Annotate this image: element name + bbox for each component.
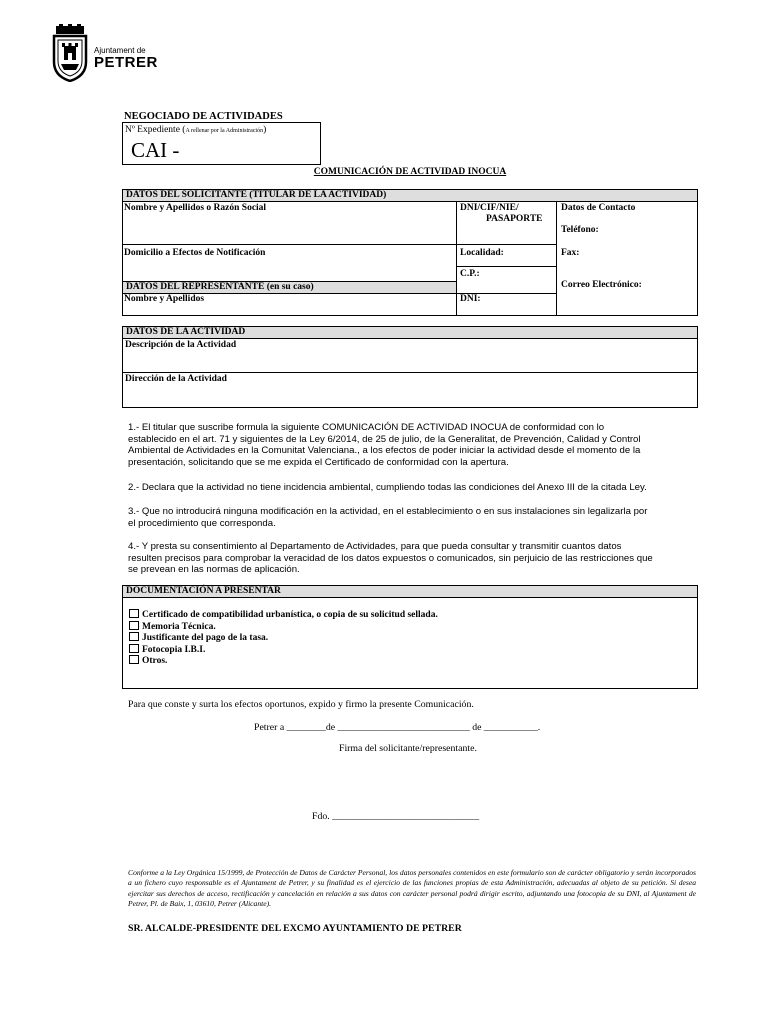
paragraph-4: 4.- Y presta su consentimiento al Departamento de Actividades, para que pueda consultar y transmitir cuantos datos resulten precisos para comprobar la veracidad de los datos expuestos o comunicados, sin perjuicio de las restricciones que se prevean en las normas de aplicación. (128, 541, 653, 575)
checkbox[interactable] (129, 609, 139, 618)
firma-label: Firma del solicitante/representante. (339, 743, 477, 754)
conste-text: Para que conste y surta los efectos oportunos, expido y firmo la presente Comunicación. (128, 699, 474, 710)
fax-field[interactable]: Fax: (561, 248, 580, 258)
telefono-field[interactable]: Teléfono: (561, 225, 599, 235)
destinatario: SR. ALCALDE-PRESIDENTE DEL EXCMO AYUNTAMIENTO DE PETRER (128, 923, 462, 934)
representante-dni-field[interactable]: DNI: (460, 294, 481, 304)
expediente-label: Nº Expediente (A rellenar por la Administración) (125, 125, 267, 135)
correo-electronico-field[interactable]: Correo Electrónico: (561, 280, 642, 290)
solicitante-table (122, 189, 698, 316)
checkbox[interactable] (129, 655, 139, 664)
domicilio-notificacion-field[interactable]: Domicilio a Efectos de Notificación (124, 248, 266, 258)
doc-item-ibi[interactable]: Fotocopia I.B.I. (129, 644, 438, 656)
logo-line-petrer: PETRER (94, 54, 158, 71)
nombre-razon-social-field[interactable]: Nombre y Apellidos o Razón Social (124, 203, 267, 213)
direccion-actividad-field[interactable]: Dirección de la Actividad (125, 374, 227, 384)
ajuntament-logo (50, 24, 160, 84)
cai-prefix: CAI - (131, 138, 180, 162)
representante-nombre-field[interactable]: Nombre y Apellidos (124, 294, 205, 304)
documentacion-box (122, 585, 698, 689)
actividad-table (122, 326, 698, 408)
doc-item-justificante[interactable]: Justificante del pago de la tasa. (129, 632, 438, 644)
data-protection-notice: Conforme a la Ley Orgánica 15/1999, de Protección de Datos de Carácter Personal, los datos personales contenidos en este formulario son de carácter obligatorio y serán incorporados a un fichero cuyo responsable es el Ajuntament de Petrer, y su finalidad es el ejercicio de las funciones propias de esta Administración, adecuadas al objeto de su petición. Si desea ejercitar sus derechos de acceso, rectificación y cancelación en relación a sus datos con carácter personal podrá dirigir escrito, adjuntando una fotocopia de su DNI, al Ajuntament de Petrer, Pl. de Baix, 1, 03610, Petrer (Alicante). (128, 868, 696, 909)
doc-item-memoria[interactable]: Memoria Técnica. (129, 621, 438, 633)
expediente-box[interactable] (122, 122, 321, 165)
fdo-line[interactable]: Fdo. ______________________________ (312, 811, 480, 822)
checkbox[interactable] (129, 632, 139, 641)
documentacion-list (129, 609, 438, 667)
logo-line-ajuntament: Ajuntament de (94, 46, 146, 55)
doc-item-certificado[interactable]: Certificado de compatibilidad urbanística, o copia de su solicitud sellada. (129, 609, 438, 621)
checkbox[interactable] (129, 644, 139, 653)
descripcion-actividad-field[interactable]: Descripción de la Actividad (125, 340, 237, 350)
checkbox[interactable] (129, 621, 139, 630)
pasaporte-label: PASAPORTE (486, 214, 543, 224)
cp-field[interactable]: C.P.: (460, 269, 480, 279)
datos-contacto-label: Datos de Contacto (561, 203, 636, 213)
paragraph-2: 2.- Declara que la actividad no tiene incidencia ambiental, cumpliendo todas las condiciones del Anexo III de la citada Ley. (128, 482, 647, 493)
document-title: COMUNICACIÓN DE ACTIVIDAD INOCUA (313, 167, 507, 177)
doc-item-otros[interactable]: Otros. (129, 655, 438, 667)
lugar-fecha-line[interactable]: Petrer a ________de ___________________________ de ___________. (254, 722, 541, 733)
representante-header: DATOS DEL REPRESENTANTE (en su caso) (123, 282, 456, 293)
solicitante-header: DATOS DEL SOLICITANTE (TITULAR DE LA ACTIVIDAD) (123, 190, 697, 201)
paragraph-3: 3.- Que no introducirá ninguna modificación en la actividad, en el establecimiento o en sus instalaciones sin legalizarla por el procedimiento que corresponda. (128, 506, 648, 529)
paragraph-1: 1.- El titular que suscribe formula la siguiente COMUNICACIÓN DE ACTIVIDAD INOCUA de conformidad con lo establecido en el art. 71 y siguientes de la Ley 6/2014, de 25 de julio, de la Generalitat, de Prevención, Calidad y Control Ambiental de Actividades en la Comunitat Valenciana., a los efectos de poder iniciar la actividad desde el momento de la presentación, solicitando que se me expida el Certificado de conformidad con la apertura. (128, 422, 641, 468)
documentacion-header: DOCUMENTACIÓN A PRESENTAR (123, 586, 697, 597)
negociado-heading: NEGOCIADO DE ACTIVIDADES (124, 111, 283, 122)
actividad-header: DATOS DE LA ACTIVIDAD (123, 327, 697, 338)
dni-cif-label: DNI/CIF/NIE/ (460, 203, 519, 213)
petrer-coat-of-arms-icon (50, 24, 90, 82)
localidad-field[interactable]: Localidad: (460, 248, 504, 258)
